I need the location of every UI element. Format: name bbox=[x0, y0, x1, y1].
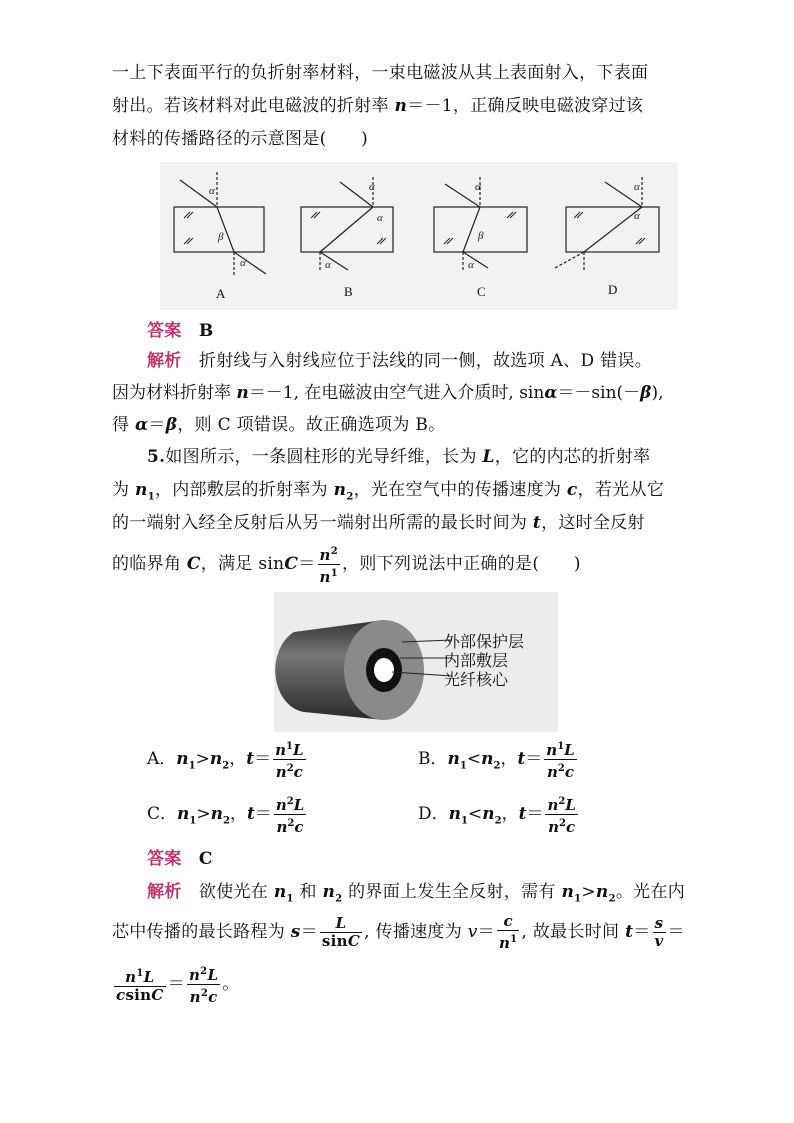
q5-analysis-1: 解析 欲使光在 $n_1$ 和 $n_2$ 的界面上发生全反射，需有 $n_1>n_2$。光在内 bbox=[147, 882, 686, 905]
q5-line-4: 的临界角 C，满足 sinC＝ $\frac{n^2}{n^1}$ ，则下列说法中正确的是( ) bbox=[112, 543, 581, 586]
svg-text:α: α bbox=[468, 259, 474, 271]
q5-analysis-3: $\frac{n^1L}{csinC}$ ＝ $\frac{n^2L}{n^2c}$ 。 bbox=[112, 963, 240, 1006]
label-core: 光纤核心 bbox=[444, 670, 509, 689]
svg-text:α: α bbox=[209, 185, 215, 197]
svg-text:β: β bbox=[478, 230, 484, 242]
q4-answer: 答案 B bbox=[147, 321, 214, 341]
q4-analysis-1: 解析 折射线与入射线应位于法线的同一侧，故选项 A、D 错误。 bbox=[147, 351, 653, 371]
option-c: C．$n_1>n_2$，t＝ $\frac{n^2L}{n^2c}$ bbox=[147, 793, 308, 836]
label-outer-layer: 外部保护层 bbox=[444, 632, 525, 651]
refraction-diagrams bbox=[160, 162, 678, 310]
q5-line-1: 5.如图所示，一条圆柱形的光导纤维，长为 L，它的内芯的折射率 bbox=[147, 447, 651, 467]
svg-text:α: α bbox=[325, 259, 331, 271]
refraction-diagrams-svg bbox=[160, 162, 678, 310]
q4-analysis-3: 得 α＝β，则 C 项错误。故正确选项为 B。 bbox=[112, 415, 446, 435]
optical-fiber-figure bbox=[274, 592, 558, 732]
option-a: A．$n_1>n_2$，t＝ $\frac{n^1L}{n^2c}$ bbox=[147, 738, 308, 781]
q4-line-1: 一上下表面平行的负折射率材料，一束电磁波从其上表面射入，下表面 bbox=[112, 63, 649, 83]
svg-text:α: α bbox=[634, 181, 640, 193]
q4-analysis-2: 因为材料折射率 n＝－1, 在电磁波由空气进入介质时, sinα＝－sin(－β), bbox=[112, 383, 664, 403]
fig-label-d: D bbox=[608, 282, 618, 297]
q4-line-3: 材料的传播路径的示意图是( ) bbox=[112, 129, 369, 149]
q5-analysis-2: 芯中传播的最长路程为 s＝ $\frac{L}{\sin C}$ , 传播速度为 v＝ $\frac{c}{n^1}$ , 故最长时间 t＝ $\frac{s}{v}$ ＝ bbox=[112, 912, 685, 952]
svg-text:α: α bbox=[475, 181, 481, 193]
option-b: B．$n_1<n_2$，t＝ $\frac{n^1L}{n^2c}$ bbox=[418, 738, 579, 781]
option-d: D．$n_1<n_2$，t＝ $\frac{n^2L}{n^2c}$ bbox=[418, 793, 580, 836]
fig-label-b: B bbox=[344, 284, 353, 299]
svg-text:α: α bbox=[634, 210, 640, 222]
svg-text:α: α bbox=[369, 181, 375, 193]
optical-fiber-svg bbox=[274, 592, 558, 732]
q4-line-2: 射出。若该材料对此电磁波的折射率 n＝－1，正确反映电磁波穿过该 bbox=[112, 96, 644, 116]
fiber-core bbox=[374, 658, 394, 682]
svg-text:α: α bbox=[377, 212, 383, 224]
label-inner-cladding: 内部敷层 bbox=[444, 651, 509, 670]
fig-label-a: A bbox=[216, 286, 226, 301]
q5-line-2: 为 $n_1$，内部敷层的折射率为 $n_2$，光在空气中的传播速度为 c，若光从它 bbox=[112, 480, 665, 503]
fig-label-c: C bbox=[477, 284, 486, 299]
q5-answer: 答案 C bbox=[147, 849, 213, 869]
critical-angle-fraction: $\frac{n^2}{n^1}$ bbox=[318, 543, 340, 586]
svg-text:β: β bbox=[218, 231, 224, 243]
svg-text:α: α bbox=[240, 257, 246, 269]
q5-line-3: 的一端射入经全反射后从另一端射出所需的最长时间为 t，这时全反射 bbox=[112, 513, 645, 533]
